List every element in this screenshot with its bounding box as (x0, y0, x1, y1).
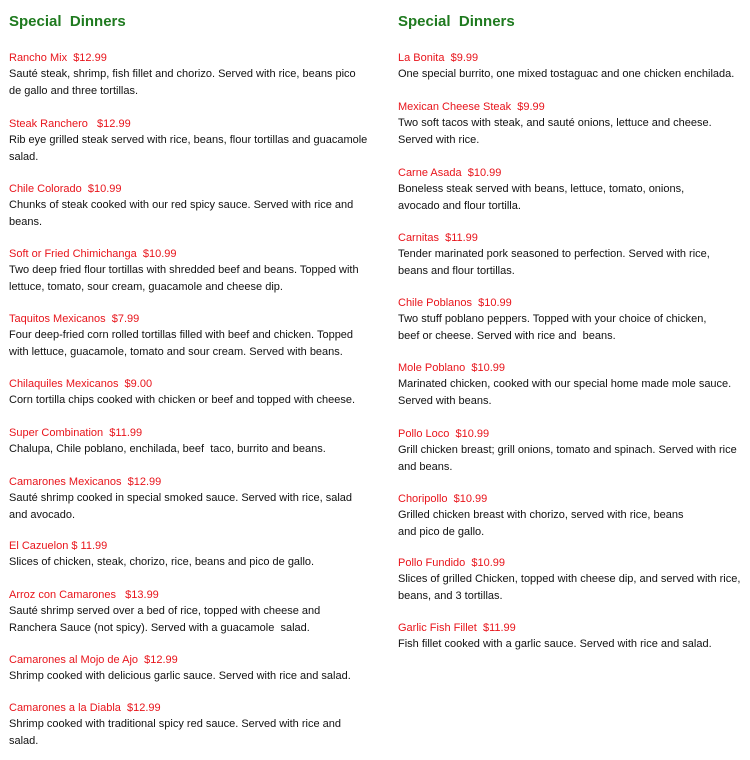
menu-item-title: El Cazuelon $ 11.99 (9, 540, 108, 552)
description-line: Slices of grilled Chicken, topped with cheese dip, and served with rice, (398, 573, 741, 585)
menu-item-title: La Bonita $9.99 (398, 52, 479, 64)
menu-item-description (9, 197, 369, 231)
description-line: Corn tortilla chips cooked with chicken or beef and topped with cheese. (9, 394, 356, 406)
menu-item (398, 165, 748, 215)
menu-item-title: Chile Colorado $10.99 (9, 183, 122, 195)
menu-item-description (398, 181, 748, 215)
description-line: Marinated chicken, cooked with our special home made mole sauce. (398, 378, 732, 390)
menu-item-title: Camarones Mexicanos $12.99 (9, 476, 162, 488)
menu-item (398, 99, 748, 149)
description-line: Two stuff poblano peppers. Topped with your choice of chicken, (398, 313, 707, 325)
description-line: Boneless steak served with beans, lettuce, tomato, onions, (398, 183, 685, 195)
menu-item-description (398, 246, 748, 280)
description-line: Chunks of steak cooked with our red spicy sauce. Served with rice and (9, 199, 354, 211)
menu-item-title: Arroz con Camarones $13.99 (9, 589, 159, 601)
description-line: with lettuce, guacamole, tomato and sour cream. Served with beans. (9, 346, 343, 358)
description-line: Two deep fried flour tortillas with shredded beef and beans. Topped with (9, 264, 359, 276)
section-heading: Special Dinners (398, 13, 515, 30)
description-line: Sauté steak, shrimp, fish fillet and chorizo. Served with rice, beans pico (9, 68, 356, 80)
menu-item-description (398, 115, 748, 149)
description-line: de gallo and three tortillas. (9, 85, 139, 97)
description-line: and avocado. (9, 509, 76, 521)
description-line: beef or cheese. Served with rice and beans. (398, 330, 616, 342)
menu-item-description (398, 311, 748, 345)
description-line: Shrimp cooked with traditional spicy red sauce. Served with rice and (9, 718, 341, 730)
menu-item (9, 538, 369, 571)
description-line: Chalupa, Chile poblano, enchilada, beef taco, burrito and beans. (9, 443, 326, 455)
description-line: lettuce, tomato, sour cream, guacamole and cheese dip. (9, 281, 283, 293)
description-line: Served with rice. (398, 134, 480, 146)
menu-item-description (9, 327, 369, 361)
description-line: beans. (9, 216, 43, 228)
menu-item-description (398, 507, 748, 541)
description-line: Fish fillet cooked with a garlic sauce. Served with rice and salad. (398, 638, 712, 650)
menu-item-description (9, 554, 369, 571)
description-line: Sauté shrimp served over a bed of rice, topped with cheese and (9, 605, 321, 617)
menu-item-title: Soft or Fried Chimichanga $10.99 (9, 248, 177, 260)
menu-item-title: Rancho Mix $12.99 (9, 52, 107, 64)
menu-item-title: Choripollo $10.99 (398, 493, 488, 505)
description-line: Two soft tacos with steak, and sauté onions, lettuce and cheese. (398, 117, 712, 129)
menu-item (398, 426, 748, 476)
menu-item-description (398, 571, 748, 605)
menu-item-title: Garlic Fish Fillet $11.99 (398, 622, 516, 634)
description-line: salad. (9, 151, 39, 163)
description-line: Tender marinated pork seasoned to perfection. Served with rice, (398, 248, 710, 260)
menu-item-description (9, 603, 369, 637)
menu-item (9, 474, 369, 524)
description-line: and beans. (398, 461, 453, 473)
menu-item-description (398, 636, 748, 653)
menu-item (9, 587, 369, 637)
menu-item-title: Taquitos Mexicanos $7.99 (9, 313, 140, 325)
menu-item (9, 50, 369, 100)
menu-item-description (9, 716, 369, 750)
menu-item-description (398, 376, 748, 410)
menu-item-description (9, 490, 369, 524)
description-line: and pico de gallo. (398, 526, 485, 538)
menu-item-title: Mexican Cheese Steak $9.99 (398, 101, 545, 113)
menu-item (9, 181, 369, 231)
menu-item (9, 246, 369, 296)
menu-item (398, 620, 748, 653)
description-line: Rib eye grilled steak served with rice, beans, flour tortillas and guacamole (9, 134, 368, 146)
section-heading: Special Dinners (9, 13, 126, 30)
description-line: One special burrito, one mixed tostaguac and one chicken enchilada. (398, 68, 735, 80)
menu-item-title: Mole Poblano $10.99 (398, 362, 506, 374)
menu-item-title: Chilaquiles Mexicanos $9.00 (9, 378, 153, 390)
menu-item (398, 360, 748, 410)
description-line: Grilled chicken breast with chorizo, served with rice, beans (398, 509, 684, 521)
menu-item (9, 376, 369, 409)
menu-item (398, 295, 748, 345)
menu-item-description (9, 132, 369, 166)
menu-item (9, 700, 369, 750)
description-line: Served with beans. (398, 395, 492, 407)
menu-item-description (9, 441, 369, 458)
description-line: Sauté shrimp cooked in special smoked sauce. Served with rice, salad (9, 492, 353, 504)
description-line: Slices of chicken, steak, chorizo, rice, beans and pico de gallo. (9, 556, 315, 568)
menu-item-description (398, 66, 748, 83)
menu-item-description (9, 668, 369, 685)
menu-item-title: Carne Asada $10.99 (398, 167, 502, 179)
description-line: salad. (9, 735, 39, 747)
menu-item-title: Pollo Loco $10.99 (398, 428, 490, 440)
menu-item-description (9, 392, 369, 409)
description-line: avocado and flour tortilla. (398, 200, 521, 212)
menu-item (9, 425, 369, 458)
description-line: beans and flour tortillas. (398, 265, 515, 277)
description-line: beans, and 3 tortillas. (398, 590, 503, 602)
menu-item-title: Pollo Fundido $10.99 (398, 557, 506, 569)
menu-item (9, 311, 369, 361)
description-line: Shrimp cooked with delicious garlic sauce. Served with rice and salad. (9, 670, 351, 682)
menu-item (398, 491, 748, 541)
menu-item (9, 652, 369, 685)
menu-item (398, 555, 748, 605)
menu-item-title: Steak Ranchero $12.99 (9, 118, 131, 130)
menu-item (9, 116, 369, 166)
menu-item-title: Camarones a la Diabla $12.99 (9, 702, 161, 714)
menu-item (398, 50, 748, 83)
menu-item-title: Super Combination $11.99 (9, 427, 143, 439)
menu-item-title: Chile Poblanos $10.99 (398, 297, 512, 309)
menu-item (398, 230, 748, 280)
menu-item-description (9, 66, 369, 100)
description-line: Ranchera Sauce (not spicy). Served with a guacamole salad. (9, 622, 310, 634)
menu-item-title: Camarones al Mojo de Ajo $12.99 (9, 654, 178, 666)
menu-item-description (398, 442, 748, 476)
description-line: Grill chicken breast; grill onions, tomato and spinach. Served with rice (398, 444, 737, 456)
description-line: Four deep-fried corn rolled tortillas filled with beef and chicken. Topped (9, 329, 354, 341)
menu-item-description (9, 262, 369, 296)
menu-item-title: Carnitas $11.99 (398, 232, 478, 244)
